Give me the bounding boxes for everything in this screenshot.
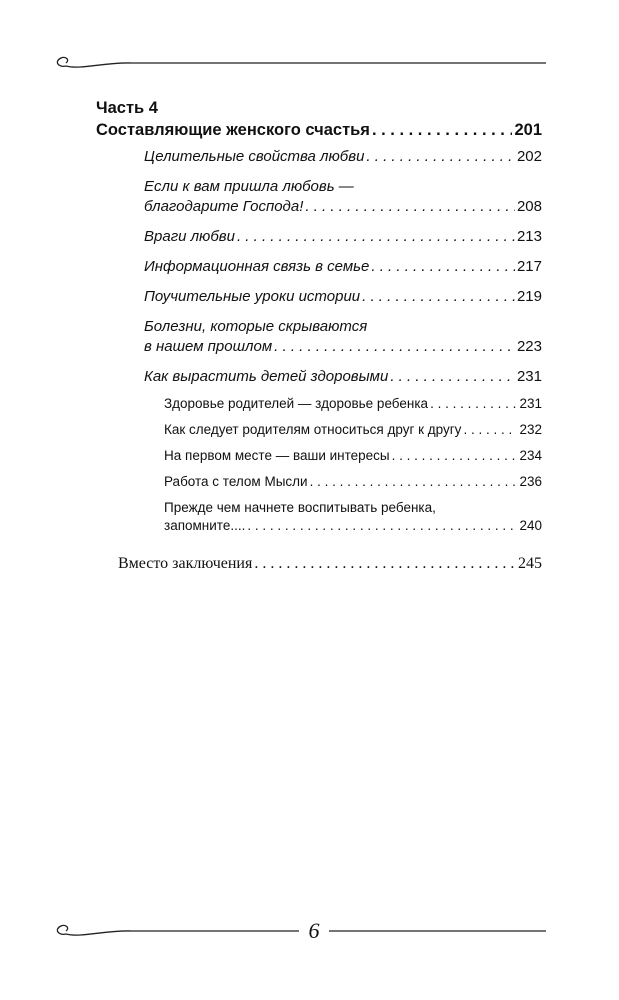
leader-dots — [463, 421, 517, 439]
page-number: 6 — [299, 918, 329, 944]
leader-dots — [371, 257, 515, 277]
toc-entry-title: Как следует родителям относиться друг к другу — [164, 422, 462, 437]
toc-entry-page: 231 — [519, 396, 542, 411]
toc-entry-page: 208 — [516, 198, 542, 215]
toc-entry-page: 202 — [516, 148, 542, 165]
toc-entry-multiline[interactable] — [96, 317, 542, 357]
toc-entry-page: 223 — [516, 338, 542, 355]
toc-entry-multiline[interactable] — [96, 499, 542, 535]
toc-entry-title: Вместо заключения — [118, 555, 253, 572]
toc-entry-page: 236 — [519, 474, 542, 489]
toc-entry-title: На первом месте — ваши интересы — [164, 448, 390, 463]
toc-entry[interactable] — [144, 287, 542, 307]
toc-entry-title: Целительные свойства любви — [144, 148, 365, 165]
toc-entry[interactable] — [144, 227, 542, 247]
toc-entry[interactable] — [164, 517, 542, 535]
leader-dots — [366, 147, 515, 167]
leader-dots — [430, 395, 517, 413]
toc-entry-page: 201 — [514, 121, 542, 139]
toc-entry[interactable] — [164, 447, 542, 465]
toc-entry-title: в нашем прошлом — [144, 338, 273, 355]
toc-entry[interactable] — [164, 473, 542, 491]
toc-entry-title: благодарите Господа! — [144, 198, 304, 215]
toc-entry[interactable] — [144, 367, 542, 387]
toc-entry-title-line: Болезни, которые скрываются — [144, 318, 368, 335]
toc-entry-page: 234 — [519, 448, 542, 463]
toc-entry[interactable] — [144, 337, 542, 357]
toc-entry-title-line: Если к вам пришла любовь — — [144, 178, 354, 195]
toc-entries — [96, 147, 542, 535]
toc-entry-title: Работа с телом Мысли — [164, 474, 308, 489]
leader-dots — [237, 227, 515, 247]
toc-entry-title: Как вырастить детей здоровыми — [144, 368, 389, 385]
leader-dots — [274, 337, 515, 357]
toc-entry-page: 213 — [516, 228, 542, 245]
toc-entry-title: Здоровье родителей — здоровье ребенка — [164, 396, 429, 411]
toc-entry-part-title[interactable] — [96, 119, 542, 141]
toc-entry[interactable] — [144, 257, 542, 277]
toc-entry-title: запомните.... — [164, 518, 246, 533]
toc-entry-page: 240 — [519, 518, 542, 533]
leader-dots — [392, 447, 518, 465]
toc-entry-page: 245 — [518, 555, 542, 572]
leader-dots — [372, 119, 513, 141]
leader-dots — [362, 287, 515, 307]
toc-entry-title-line: Прежде чем начнете воспитывать ребенка, — [164, 500, 436, 515]
toc-entry-page: 232 — [519, 422, 542, 437]
leader-dots — [305, 197, 515, 217]
toc-entry-multiline[interactable] — [96, 177, 542, 217]
toc-entry-title: Составляющие женского счастья — [96, 121, 370, 139]
toc-entry-title: Враги любви — [144, 228, 235, 245]
toc-entry-title: Информационная связь в семье — [144, 258, 370, 275]
leader-dots — [390, 367, 515, 387]
toc-entry[interactable] — [144, 147, 542, 167]
toc-entry[interactable] — [164, 421, 542, 439]
toc-entry-title: Поучительные уроки истории — [144, 288, 361, 305]
leader-dots — [310, 473, 518, 491]
toc-entry-page: 219 — [516, 288, 542, 305]
toc-entry[interactable] — [144, 197, 542, 217]
leader-dots — [247, 517, 517, 535]
toc-entry-page: 231 — [516, 368, 542, 385]
toc-entry[interactable] — [164, 395, 542, 413]
part-label: Часть 4 — [96, 99, 158, 117]
toc-entry-page: 217 — [516, 258, 542, 275]
leader-dots — [254, 553, 516, 575]
toc-entry-closing[interactable] — [118, 553, 542, 575]
top-ornament-rule — [52, 52, 546, 76]
table-of-contents — [96, 97, 542, 575]
